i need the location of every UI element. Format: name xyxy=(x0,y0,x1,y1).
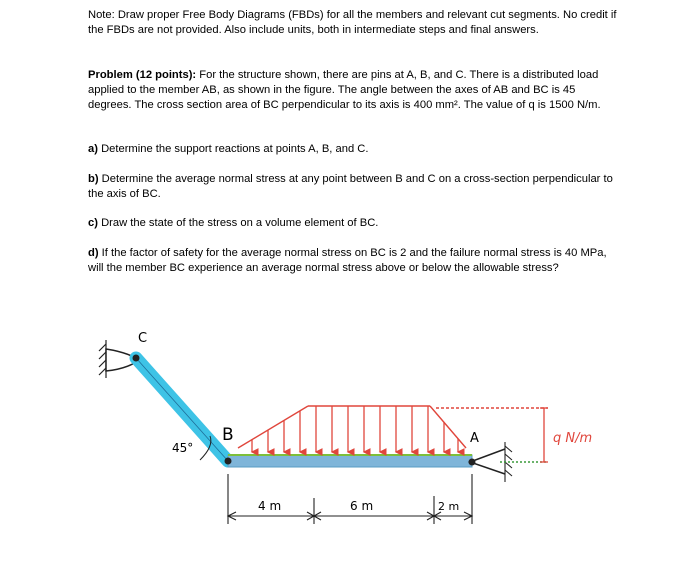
pin-a xyxy=(469,459,476,466)
problem-text: For the structure shown, there are pins at A, B, and C. There is a distributed load applied to the member AB, as shown in the figure. The angle between the axes of AB and BC is 45 degrees. The cross section area of BC perpendicular to its axis is 400 mm². The value of q is 1500 N/m. xyxy=(88,69,601,111)
q-dimension xyxy=(540,408,548,462)
dim-6m: 6 m xyxy=(350,499,374,513)
dim-2m: 2 m xyxy=(438,500,460,513)
note-paragraph: Note: Draw proper Free Body Diagrams (FBDs) for all the members and relevant cut segments. No credit if the FBDs are not provided. Also include units, both in intermediate steps and final answers. xyxy=(88,9,617,36)
part-c: c) Draw the state of the stress on a volume element of BC. xyxy=(88,217,379,229)
load-arrows xyxy=(252,406,458,452)
label-a: A xyxy=(470,431,479,446)
beam-ab xyxy=(228,455,472,467)
label-b: B xyxy=(222,425,234,445)
wall-support-c xyxy=(99,340,106,378)
part-a: a) Determine the support reactions at points A, B, and C. xyxy=(88,143,369,155)
angle-label: 45° xyxy=(172,441,194,455)
dim-4m: 4 m xyxy=(258,499,282,513)
label-c: C xyxy=(138,331,148,346)
q-label: q N/m xyxy=(553,431,593,446)
part-d: d) If the factor of safety for the average normal stress on BC is 2 and the failure normal stress is 40 MPa, will the member BC experience an average normal stress above or below the allowable stress? xyxy=(88,247,607,274)
problem-label: Problem (12 points): xyxy=(88,69,197,81)
pin-c xyxy=(133,355,140,362)
pin-b xyxy=(225,458,232,465)
part-b: b) Determine the average normal stress at any point between B and C on a cross-section perpendicular to the axis of BC. xyxy=(88,173,613,200)
